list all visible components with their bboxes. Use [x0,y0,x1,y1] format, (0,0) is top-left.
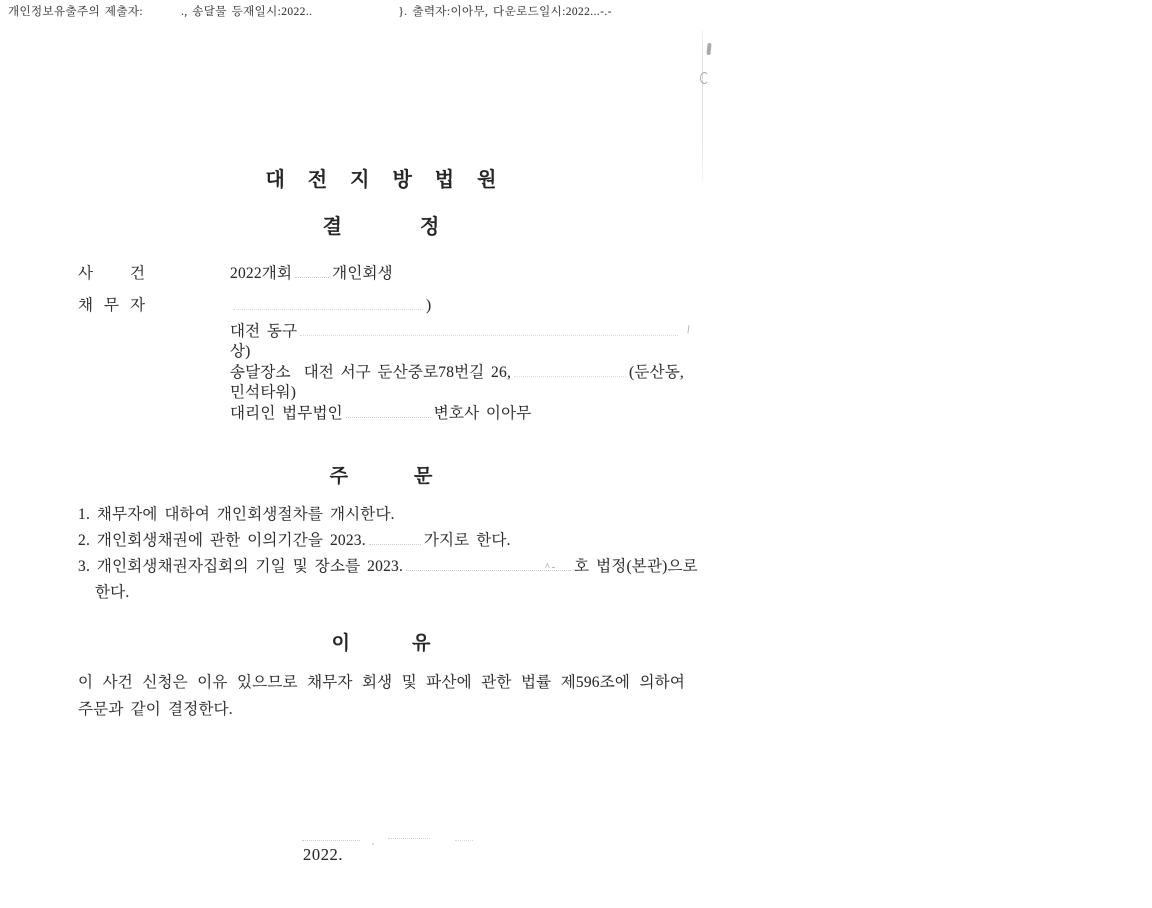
reason-body-line-1: 이 사건 신청은 이유 있으므로 채무자 회생 및 파산에 관한 법률 제596조에 의하여 [78,674,685,691]
scan-smudge [706,43,711,55]
case-label: 사건 [78,265,182,282]
address-city: 대전 동구 [230,323,298,340]
redaction-mark [406,558,571,571]
debtor-paren: ) [426,297,432,314]
redaction-residue-mark: ´ [371,842,375,854]
redaction-mark [143,14,181,15]
case-number-row [78,261,393,283]
case-number-prefix: 2022개회 [230,265,293,282]
debtor-label: 채무자 [78,297,156,314]
reason-body-line-2: 주문과 같이 결정한다. [78,700,233,718]
service-address-wrap: 민석타워) [230,384,297,402]
decision-date: 2022. [303,845,344,864]
attorney-line [230,404,684,424]
service-address-line [230,363,684,383]
order-item-1: 1. 채무자에 대하여 개인회생절차를 개시한다. [78,506,395,523]
service-address-text: 대전 서구 둔산중로78번길 26, [303,363,512,381]
document-type-heading: 결정 [322,216,518,238]
service-address-paren: (둔산동, [629,363,685,381]
address-line-1 [230,322,684,342]
scan-edge-artifact [702,30,703,180]
reason-body [78,670,685,723]
debtor-row [78,293,431,315]
redaction-mark [302,840,360,841]
privacy-warning-header [8,3,612,19]
attorney-name: 변호사 이아무 [433,404,532,422]
address-line-wrap: 상) [230,343,251,361]
order-item-2-tail: 가지로 한다. [423,532,511,549]
order-item-3-continuation: 한다. [95,584,130,601]
redaction-mark [388,838,430,839]
order-item-3-tail: 호 법정(본관)으로 [574,558,698,575]
header-submitter-text: 개인정보유출주의 제출자: [8,6,143,18]
service-address-label: 송달장소 [230,363,291,381]
court-name: 대전지방법원 [265,169,520,191]
order-item-2 [78,528,698,554]
header-registered-datetime: ., 송달물 등재일시:2022.. [180,6,313,18]
redaction-mark [312,14,398,15]
order-item-3 [78,554,698,580]
debtor-address-block [230,322,684,424]
redaction-mark [233,297,423,310]
redaction-mark [369,532,421,545]
redaction-mark [300,323,678,336]
order-item-3-text: 3. 개인회생채권자집회의 기일 및 장소를 2023. [78,558,404,575]
redaction-mark [514,364,626,377]
redaction-mark [346,405,431,418]
redaction-mark [295,265,329,278]
attorney-prefix: 대리인 법무법인 [230,404,343,422]
order-heading: 주문 [329,466,499,487]
redaction-mark [455,840,473,841]
case-type: 개인회생 [332,265,393,282]
redaction-residue-mark: ^- [545,562,558,573]
scan-smudge [683,325,689,334]
scan-smudge [700,72,709,84]
reason-heading: 이유 [331,633,493,654]
header-printer-download: }. 출력자:이아무, 다운로드일시:2022...-.- [398,6,612,18]
order-list [78,502,698,606]
order-item-2-text: 2. 개인회생채권에 관한 이의기간을 2023. [78,532,366,549]
